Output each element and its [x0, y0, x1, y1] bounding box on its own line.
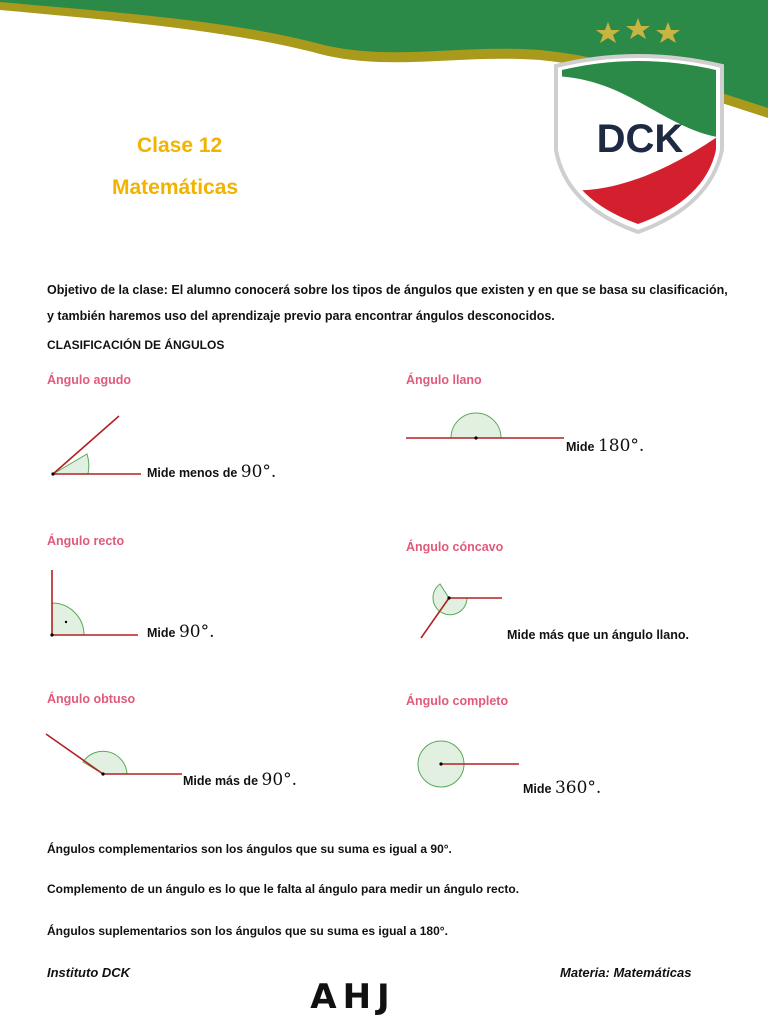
definition-supplementary: Ángulos suplementarios son los ángulos que su suma es igual a 180°.: [47, 924, 448, 938]
straight-angle-figure: [400, 405, 570, 450]
obtuse-angle-measure: Mide más de 90°.: [183, 770, 298, 790]
definition-complement: Complemento de un ángulo es lo que le falta al ángulo para medir un ángulo recto.: [47, 882, 520, 896]
reflex-angle-figure: [410, 570, 520, 645]
right-angle-figure: [40, 565, 150, 645]
ahj-logo-text: AHJ: [310, 977, 396, 1017]
star-icon: [626, 18, 650, 39]
acute-angle-title: Ángulo agudo: [47, 373, 132, 387]
obtuse-angle-figure: [40, 725, 185, 785]
acute-angle-figure: [40, 405, 150, 485]
right-angle-measure: Mide 90°.: [147, 622, 215, 642]
dck-shield-logo: [550, 18, 730, 238]
reflex-angle-measure: Mide más que un ángulo llano.: [507, 628, 689, 642]
ahj-logo: [283, 975, 423, 1015]
definition-complementary: Ángulos complementarios son los ángulos que su suma es igual a 90°.: [47, 842, 452, 856]
footer-institute: Instituto DCK: [47, 965, 131, 980]
class-objective: Objetivo de la clase: El alumno conocerá sobre los tipos de ángulos que existen y en que se basa su clasificación, y también haremos uso del aprendizaje previo para encontrar ángulos desconocidos.: [47, 283, 728, 323]
right-angle-title: Ángulo recto: [47, 534, 125, 548]
logo-text: DCK: [596, 117, 684, 161]
straight-angle-title: Ángulo llano: [406, 373, 482, 387]
obtuse-angle-title: Ángulo obtuso: [47, 692, 136, 706]
full-angle-figure: [410, 735, 525, 795]
section-title: CLASIFICACIÓN DE ÁNGULOS: [47, 338, 225, 352]
footer-subject: Materia: Matemáticas: [560, 965, 692, 980]
star-icon: [596, 22, 620, 43]
straight-angle-measure: Mide 180°.: [566, 436, 645, 456]
reflex-angle-title: Ángulo cóncavo: [406, 540, 504, 554]
subject-title: Matemáticas: [112, 176, 239, 199]
full-angle-title: Ángulo completo: [406, 694, 509, 708]
acute-angle-measure: Mide menos de 90°.: [147, 462, 277, 482]
full-angle-measure: Mide 360°.: [523, 778, 602, 798]
star-icon: [656, 22, 680, 43]
class-number: Clase 12: [137, 134, 223, 157]
